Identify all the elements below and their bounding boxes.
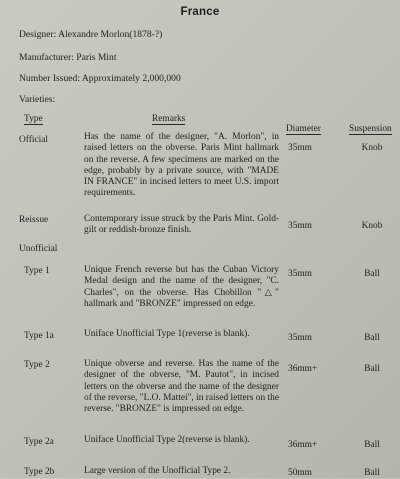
variety-remarks: Large version of the Unofficial Type 2.: [84, 466, 231, 476]
column-header-remarks: Remarks: [152, 114, 186, 124]
manufacturer-line: Manufacturer: Paris Mint: [19, 52, 117, 63]
variety-diameter: 35mm: [288, 221, 312, 231]
variety-name: Type 2b: [24, 467, 55, 477]
variety-diameter: 35mm: [288, 269, 312, 279]
variety-name: Reissue: [19, 215, 49, 225]
variety-suspension: Knob: [361, 221, 383, 231]
column-header-suspension: Suspension: [349, 124, 392, 134]
variety-remarks: Uniface Unofficial Type 2(reverse is blank).: [84, 435, 250, 445]
variety-remarks: Unique French reverse but has the Cuban Victory Medal design and the name of the designer, "C. Charles", on the obverse. Has Chobillon "△" hallmark and "BRONZE" impressed on edge.: [84, 265, 279, 309]
variety-name: Type 1a: [24, 331, 54, 341]
varieties-label: Varieties:: [19, 94, 56, 105]
variety-diameter: 36mm+: [288, 440, 318, 450]
section-heading-unofficial: Unofficial: [19, 244, 58, 254]
variety-diameter: 36mm+: [288, 364, 318, 374]
variety-suspension: Ball: [364, 333, 380, 343]
variety-name: Type 2a: [24, 437, 54, 447]
variety-name: Type 2: [24, 360, 50, 370]
variety-suspension: Ball: [364, 468, 380, 478]
variety-remarks: Unique obverse and reverse. Has the name of the designer of the obverse, "M. Pautot", in incised letters on the obverse and the name of the designer of the reverse, "L.O. Mattei", in raised letters on the reverse. "BRONZE" is impressed on edge.: [84, 359, 279, 415]
variety-name: Type 1: [24, 266, 50, 276]
variety-suspension: Ball: [364, 269, 380, 279]
variety-suspension: Ball: [364, 364, 380, 374]
variety-suspension: Knob: [361, 143, 383, 153]
variety-suspension: Ball: [364, 440, 380, 450]
variety-diameter: 50mm: [288, 468, 312, 478]
page-title: France: [180, 6, 220, 18]
column-header-diameter: Diameter: [286, 124, 321, 134]
variety-remarks: Uniface Unofficial Type 1(reverse is blank).: [84, 329, 250, 339]
column-header-type: Type: [24, 114, 43, 124]
variety-diameter: 35mm: [288, 333, 312, 343]
variety-name: Official: [19, 135, 48, 145]
number-issued-line: Number Issued: Approximately 2,000,000: [19, 73, 181, 84]
variety-remarks: Has the name of the designer, "A. Morlon", in raised letters on the obverse. Paris Mint hallmark on the reverse. A few specimens are marked on the edge, probably by a private source, with "MADE IN FRANCE" in incised letters to meet U.S. import requirements.: [84, 132, 279, 199]
designer-line: Designer: Alexandre Morlon(1878-?): [19, 29, 163, 40]
variety-diameter: 35mm: [288, 143, 312, 153]
variety-remarks: Contemporary issue struck by the Paris Mint. Gold-gilt or reddish-bronze finish.: [84, 214, 279, 236]
